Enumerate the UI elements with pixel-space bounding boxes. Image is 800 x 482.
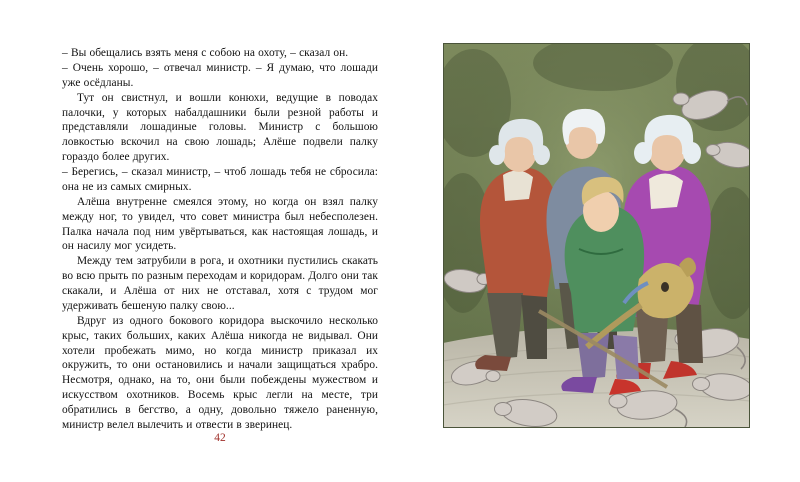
paragraph-2: – Очень хорошо, – отвечал министр. – Я думаю, что лошади уже осёдланы. bbox=[62, 61, 378, 89]
paragraph-6: Между тем затрубили в рога, и охотники пустились скакать во всю прыть по разным переходам и коридорам. Долго они так скакали, и Алёша от них не отставал, хотя с трудом мог удерживать бешеную палку свою... bbox=[62, 255, 378, 312]
illustration-artwork bbox=[443, 43, 750, 428]
paragraph-5: Алёша внутренне смеялся этому, но когда он взял палку между ног, то увидел, что совет министра был небесполезен. Палка начала под ним увёртываться, как настоящая лошадь, и он насилу мог усидеть. bbox=[62, 195, 378, 253]
paragraph-3: Тут он свистнул, и вошли конюхи, ведущие в поводах палочки, у которых набалдашники были резной работы и представляли лошадиные головы. Министр с большою ловкостью вскочил на свою лошадь; Алёше подвели палку гораздо более других. bbox=[62, 91, 378, 164]
paragraph-1: – Вы обещались взять меня с собою на охоту, – сказал он. bbox=[62, 47, 349, 59]
paragraph-4: – Берегись, – сказал министр, – чтоб лошадь тебя не сбросила: она не из самых смирных. bbox=[62, 166, 378, 193]
story-text-column bbox=[62, 46, 378, 433]
paragraph-7: Вдруг из одного бокового коридора выскочило несколько крыс, таких больших, каких Алёша никогда не видывал. Они хотели пробежать мимо, но когда министр приказал их окружить, то они остановились и начали защищаться храбро. Несмотря, однако, на то, они были побеждены мужеством и искусством охотников. Восемь крыс легли на месте, три обратились в бегство, а одну, довольно тяжело раненную, министр велел вылечить и отвести в зверинец. bbox=[62, 314, 378, 431]
fairy-tale-illustration bbox=[443, 43, 750, 428]
page-number: 42 bbox=[214, 432, 226, 444]
